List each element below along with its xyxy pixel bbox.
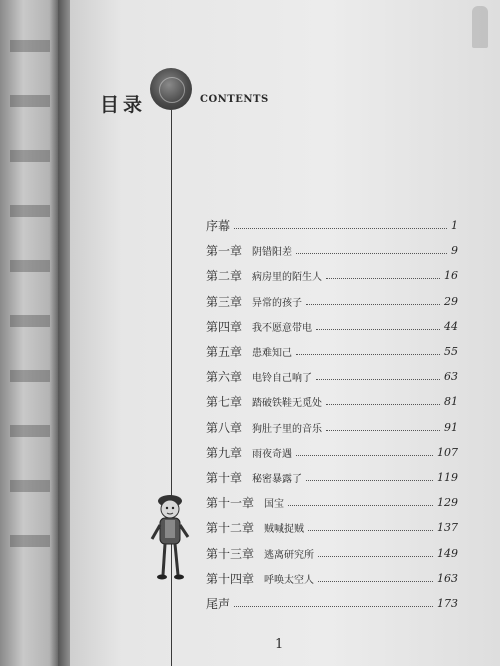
- chapter-label: 第三章: [206, 294, 243, 309]
- chapter-label: 第九章: [206, 445, 243, 460]
- toc-row: [206, 440, 458, 465]
- chapter-label: 第十四章: [206, 571, 255, 586]
- chapter-title: 雨夜奇遇: [252, 448, 293, 460]
- chapter-label: 第十二章: [206, 521, 255, 536]
- chapter-label: 第十一章: [206, 496, 255, 511]
- toc-row: [206, 238, 458, 263]
- chapter-page-number: 91: [444, 420, 458, 434]
- chapter-title: 贼喊捉贼: [264, 524, 305, 536]
- page-number: 1: [275, 637, 284, 652]
- toc-row: [206, 289, 458, 314]
- dot-leader: [296, 253, 447, 254]
- dot-leader: [316, 379, 440, 380]
- chapter-label: 第四章: [206, 319, 243, 334]
- chapter-page-number: 44: [444, 319, 458, 333]
- show-through-artwork: [404, 6, 494, 51]
- toc-row: [206, 364, 458, 389]
- toc-row: [206, 213, 458, 238]
- toc-row: [206, 490, 458, 515]
- chapter-title: 阴错阳差: [252, 247, 293, 259]
- toc-row: [206, 566, 458, 591]
- chapter-label: 序幕: [206, 219, 231, 234]
- chapter-page-number: 119: [437, 470, 458, 484]
- dot-leader: [308, 530, 433, 531]
- chapter-title: 病房里的陌生人: [252, 272, 323, 284]
- chapter-page-number: 173: [437, 596, 458, 610]
- toc-row: [206, 263, 458, 288]
- toc-row: [206, 591, 458, 616]
- chapter-label: 第二章: [206, 269, 243, 284]
- dot-leader: [326, 278, 440, 279]
- chapter-title: 国宝: [264, 499, 285, 511]
- chapter-label: 第一章: [206, 244, 243, 259]
- dot-leader: [296, 455, 433, 456]
- dot-leader: [318, 556, 433, 557]
- chapter-label: 第十章: [206, 470, 243, 485]
- contents-page: [70, 0, 500, 666]
- cartoon-boy-figure-icon: [148, 487, 194, 583]
- chapter-title: 患难知己: [252, 348, 293, 360]
- chapter-page-number: 29: [444, 294, 458, 308]
- toc-row: [206, 339, 458, 364]
- chapter-page-number: 55: [444, 345, 458, 359]
- toc-row: [206, 515, 458, 540]
- dot-leader: [234, 606, 433, 607]
- chapter-title: 电铃自己响了: [252, 373, 313, 385]
- chapter-title: 我不愿意带电: [252, 322, 313, 334]
- chapter-label: 第五章: [206, 345, 243, 360]
- dot-leader: [306, 304, 440, 305]
- chapter-title: 秘密暴露了: [252, 473, 303, 485]
- chapter-title: 狗肚子里的音乐: [252, 423, 323, 435]
- toc-row: [206, 314, 458, 339]
- chapter-page-number: 16: [444, 269, 458, 283]
- toc-row: [206, 389, 458, 414]
- chapter-label: 第六章: [206, 370, 243, 385]
- dot-leader: [326, 404, 440, 405]
- chapter-title: 逃离研究所: [264, 549, 315, 561]
- dot-leader: [288, 505, 433, 506]
- chapter-page-number: 1: [451, 219, 458, 233]
- contents-subtitle: CONTENTS: [200, 94, 269, 105]
- chapter-title: 踏破铁鞋无觅处: [252, 398, 323, 410]
- chapter-page-number: 137: [437, 521, 458, 535]
- chapter-title: 呼唤太空人: [264, 574, 315, 586]
- chapter-label: 尾声: [206, 596, 231, 611]
- dot-leader: [296, 354, 440, 355]
- chapter-label: 第八章: [206, 420, 243, 435]
- toc-row: [206, 540, 458, 565]
- toc-row: [206, 415, 458, 440]
- dot-leader: [326, 430, 440, 431]
- chapter-page-number: 107: [437, 445, 458, 459]
- dot-leader: [234, 228, 447, 229]
- chapter-page-number: 129: [437, 496, 458, 510]
- dot-leader: [306, 480, 433, 481]
- facing-page: [0, 0, 58, 666]
- chapter-title: 异常的孩子: [252, 297, 303, 309]
- chapter-page-number: 81: [444, 395, 458, 409]
- coin-medallion-icon: [150, 68, 192, 110]
- dot-leader: [316, 329, 440, 330]
- chapter-label: 第十三章: [206, 546, 255, 561]
- chapter-page-number: 149: [437, 546, 458, 560]
- table-of-contents: [206, 213, 458, 616]
- dot-leader: [318, 581, 433, 582]
- chapter-page-number: 163: [437, 571, 458, 585]
- chapter-page-number: 63: [444, 370, 458, 384]
- chapter-label: 第七章: [206, 395, 243, 410]
- chapter-page-number: 9: [451, 244, 458, 258]
- toc-row: [206, 465, 458, 490]
- page-title: 目录: [100, 94, 147, 116]
